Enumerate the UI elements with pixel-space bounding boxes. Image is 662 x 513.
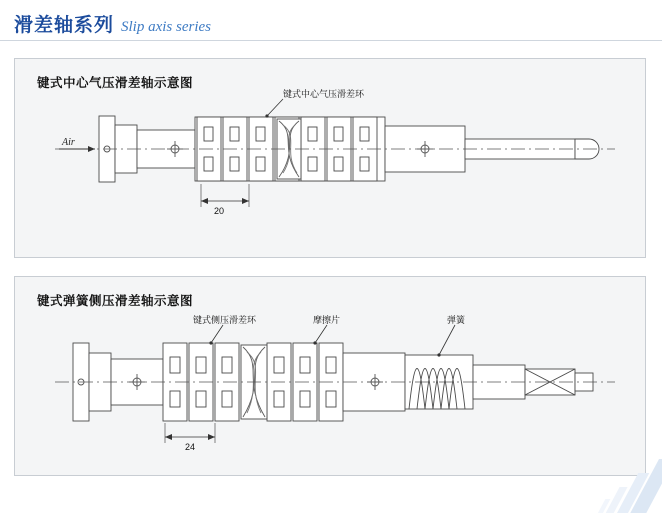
callout-air-ring: 键式中心气压滑差环	[283, 89, 365, 99]
dimension-air: 20	[213, 206, 225, 216]
diagram-panel-air	[14, 58, 646, 258]
panel-title-spring: 键式弹簧侧压滑差轴示意图	[37, 294, 194, 308]
page-title-cn: 滑差轴系列	[14, 15, 115, 36]
panel-title-air: 键式中心气压滑差轴示意图	[37, 76, 194, 90]
decor-bar-4	[593, 499, 611, 513]
callout-spring: 弹簧	[447, 315, 466, 325]
page-title-en: Slip axis series	[121, 19, 212, 35]
callout-spring-ring: 键式侧压滑差环	[193, 315, 257, 325]
header-divider	[0, 40, 662, 41]
decor-bar-2	[612, 473, 650, 513]
label-air-inlet: Air	[62, 137, 75, 148]
decor-bar-3	[600, 487, 627, 513]
diagram-panel-spring	[14, 276, 646, 476]
page-header	[14, 10, 211, 37]
figure-air	[15, 89, 645, 257]
figure-spring	[15, 307, 645, 475]
dimension-spring: 24	[184, 442, 196, 452]
callout-friction-plate: 摩擦片	[313, 315, 341, 325]
